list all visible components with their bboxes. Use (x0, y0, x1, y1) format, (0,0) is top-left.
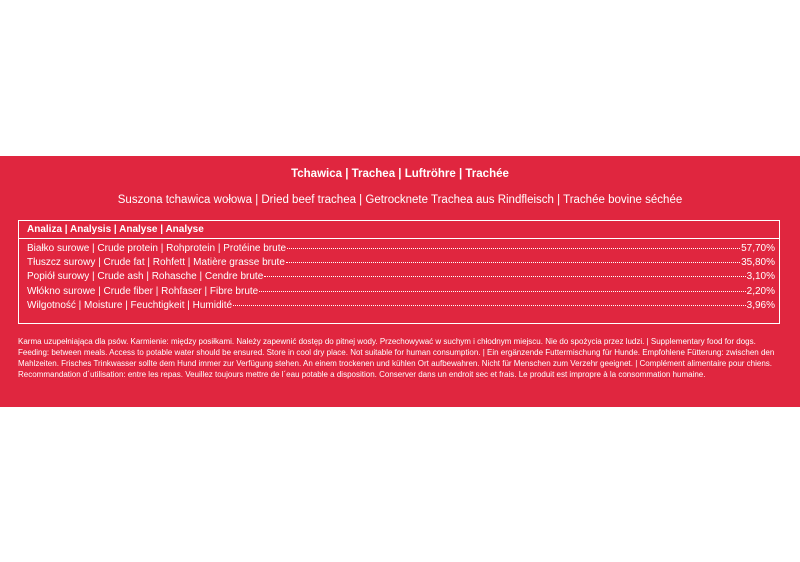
analysis-row-value: 35,80% (741, 257, 775, 269)
analysis-row (27, 300, 779, 314)
analysis-row-label: Popiół surowy | Crude ash | Rohasche | Cendre brute (27, 271, 264, 283)
analysis-row-value: 3,10% (746, 271, 775, 283)
analysis-row (27, 243, 779, 257)
dotted-leader (259, 291, 745, 292)
analysis-rows (19, 239, 779, 314)
dotted-leader (233, 305, 746, 306)
product-subtitle: Suszona tchawica wołowa | Dried beef trachea | Getrocknete Trachea aus Rindfleisch | Trachée bovine séchée (117, 194, 683, 206)
analysis-table (18, 220, 780, 324)
analysis-row (27, 257, 779, 271)
analysis-row-value: 3,96% (746, 299, 775, 311)
feeding-instructions: Karma uzupełniająca dla psów. Karmienie: między posiłkami. Należy zapewnić dostęp do pitnej wody. Przechowywać w suchym i chłodnym miejscu. Nie do spożycia przez ludzi. | Supplementary food for dogs. Feeding: between meals. Access to potable water should be ensured. Store in cool dry place. Not suitable for human consumption. | Ein ergänzende Futtermischung für Hunde. Empfohlene Fütterung: zwischen den Mahlzeiten. Frisches Trinkwasser sollte dem Hund immer zur Verfügung stehen. An einem trockenen und kühlen Ort aufbewahren. Nicht für Menschen zum Verzehr geeignet. | Complément alimentaire pour chiens. Recommandation d´utilisation: entre les repas. Veuillez toujours mettre de l´eau potable a disposition. Conserver dans un endroit sec et frais. Le produit est impropre à la consommation humaine. (18, 337, 775, 379)
product-title: Tchawica | Trachea | Luftröhre | Trachée (291, 168, 509, 180)
analysis-row-label: Wilgotność | Moisture | Feuchtigkeit | Humidité (27, 299, 233, 311)
dotted-leader (286, 262, 740, 263)
analysis-row-value: 2,20% (746, 285, 775, 297)
analysis-row-label: Włókno surowe | Crude fiber | Rohfaser | Fibre brute (27, 285, 259, 297)
analysis-row-value: 57,70% (741, 243, 775, 254)
analysis-header: Analiza | Analysis | Analyse | Analyse (19, 221, 779, 239)
analysis-row (27, 286, 779, 300)
analysis-row-label: Białko surowe | Crude protein | Rohprotein | Protéine brute (27, 243, 287, 254)
analysis-row (27, 271, 779, 285)
product-label-panel (0, 156, 800, 407)
dotted-leader (264, 276, 745, 277)
dotted-leader (287, 248, 740, 249)
analysis-row-label: Tłuszcz surowy | Crude fat | Rohfett | Matière grasse brute (27, 257, 285, 269)
